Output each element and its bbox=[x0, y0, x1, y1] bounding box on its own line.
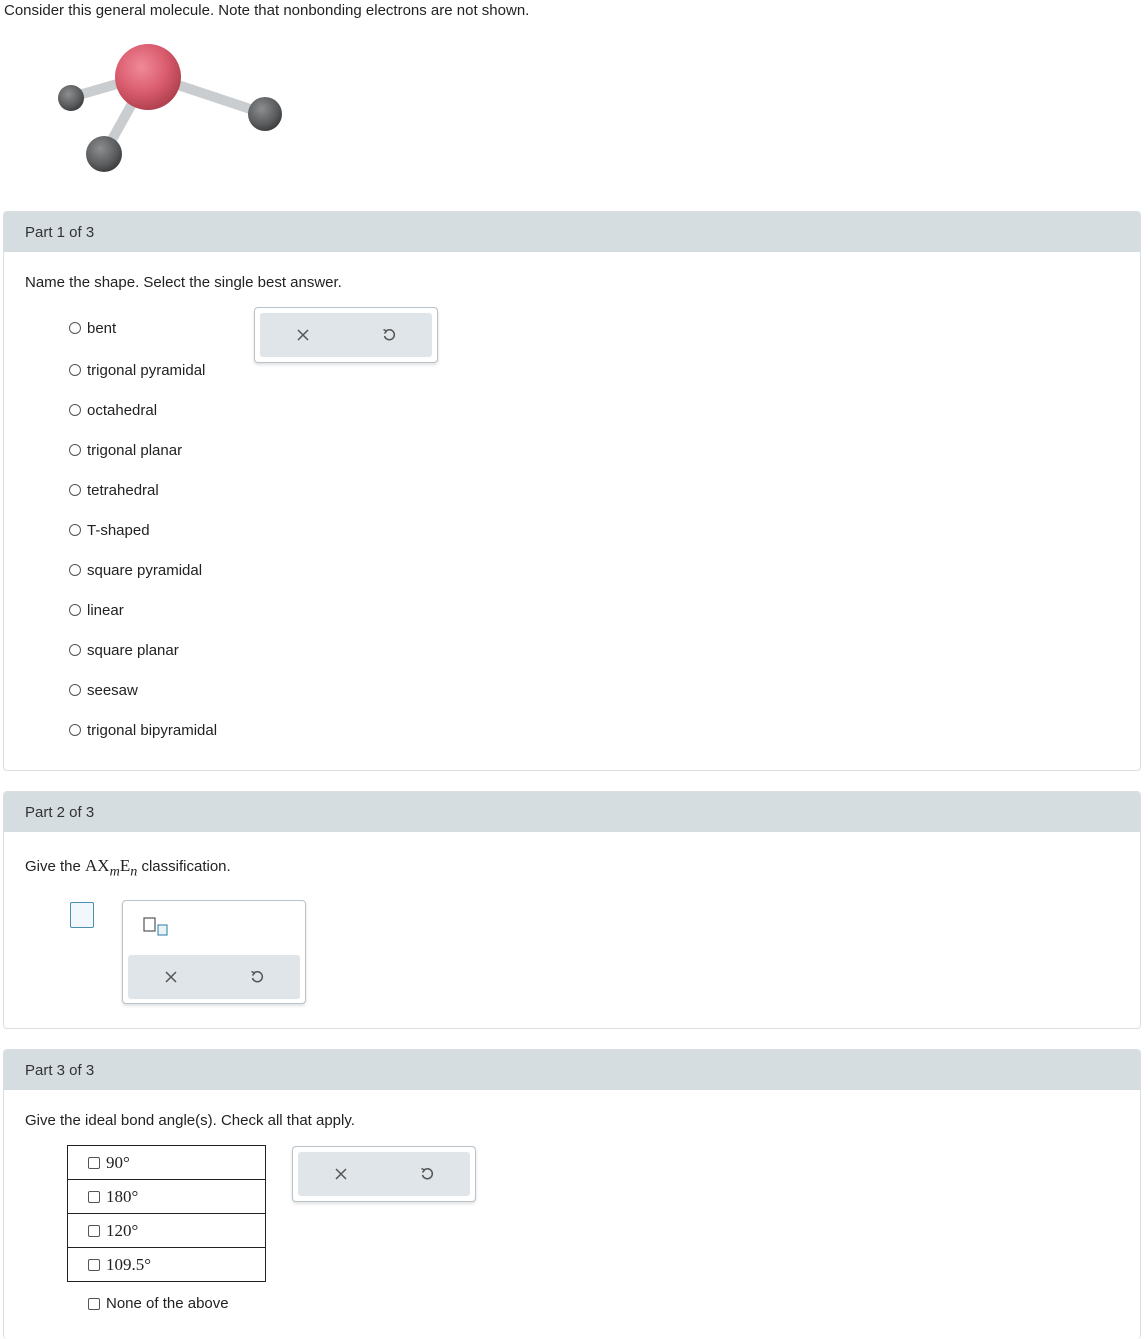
none-of-the-above-option[interactable] bbox=[88, 1295, 229, 1312]
angle-label: 109.5° bbox=[106, 1254, 152, 1274]
radio-button[interactable] bbox=[69, 524, 81, 536]
bond-angle-table bbox=[67, 1145, 266, 1282]
radio-button[interactable] bbox=[69, 404, 81, 416]
checkbox[interactable] bbox=[88, 1157, 100, 1169]
x-icon bbox=[296, 328, 310, 342]
notation-e: E bbox=[119, 856, 131, 875]
angle-label: 180° bbox=[106, 1186, 139, 1206]
option-trigonal-bipyramidal[interactable] bbox=[69, 720, 217, 740]
axe-notation bbox=[85, 856, 138, 880]
angle-option-90[interactable] bbox=[68, 1146, 266, 1180]
molecule-image bbox=[40, 30, 300, 180]
undo-button[interactable] bbox=[245, 965, 269, 989]
option-label: tetrahedral bbox=[87, 481, 159, 499]
radio-button[interactable] bbox=[69, 604, 81, 616]
angle-option-109-5[interactable] bbox=[68, 1248, 266, 1282]
angle-label: 90° bbox=[106, 1152, 130, 1172]
radio-button[interactable] bbox=[69, 724, 81, 736]
superscript-template-button[interactable] bbox=[143, 917, 171, 942]
radio-button[interactable] bbox=[69, 444, 81, 456]
toolbox-actions bbox=[260, 313, 432, 357]
option-label: octahedral bbox=[87, 401, 158, 419]
part-2-prompt bbox=[25, 856, 231, 880]
option-label: square pyramidal bbox=[87, 561, 203, 579]
option-bent[interactable] bbox=[69, 318, 116, 338]
radio-button[interactable] bbox=[69, 564, 81, 576]
undo-icon bbox=[419, 1166, 435, 1182]
notation-m: m bbox=[109, 863, 120, 880]
checkbox[interactable] bbox=[88, 1225, 100, 1237]
notation-n: n bbox=[130, 863, 138, 880]
clear-button[interactable] bbox=[291, 323, 315, 347]
clear-button[interactable] bbox=[329, 1162, 353, 1186]
radio-button[interactable] bbox=[69, 684, 81, 696]
radio-button[interactable] bbox=[69, 644, 81, 656]
undo-icon bbox=[381, 327, 397, 343]
x-icon bbox=[164, 970, 178, 984]
part-1-panel bbox=[3, 211, 1141, 771]
part-3-prompt: Give the ideal bond angle(s). Check all that apply. bbox=[25, 1112, 355, 1129]
option-label: trigonal bipyramidal bbox=[87, 721, 218, 739]
option-linear[interactable] bbox=[69, 600, 124, 620]
undo-button[interactable] bbox=[415, 1162, 439, 1186]
part-2-header: Part 2 of 3 bbox=[4, 792, 1140, 832]
radio-button[interactable] bbox=[69, 484, 81, 496]
prompt-text: classification. bbox=[137, 858, 231, 875]
radio-button[interactable] bbox=[69, 364, 81, 376]
part-3-toolbox bbox=[292, 1146, 476, 1202]
answer-input[interactable] bbox=[70, 902, 94, 928]
toolbox-actions bbox=[298, 1152, 470, 1196]
option-label: T-shaped bbox=[87, 521, 150, 539]
part-2-toolbox bbox=[122, 900, 306, 1004]
part-1-toolbox bbox=[254, 307, 438, 363]
undo-icon bbox=[249, 969, 265, 985]
notation-ax: AX bbox=[85, 856, 110, 875]
option-label: square planar bbox=[87, 641, 179, 659]
option-label: seesaw bbox=[87, 681, 138, 699]
checkbox[interactable] bbox=[88, 1259, 100, 1271]
undo-button[interactable] bbox=[377, 323, 401, 347]
part-2-panel bbox=[3, 791, 1141, 1029]
prompt-text: Give the bbox=[25, 858, 86, 875]
intro-text: Consider this general molecule. Note that nonbonding electrons are not shown. bbox=[4, 2, 530, 19]
checkbox[interactable] bbox=[88, 1298, 100, 1310]
option-t-shaped[interactable] bbox=[69, 520, 150, 540]
superscript-template-icon bbox=[143, 917, 171, 937]
angle-option-120[interactable] bbox=[68, 1214, 266, 1248]
angle-option-180[interactable] bbox=[68, 1180, 266, 1214]
part-3-panel bbox=[3, 1049, 1141, 1339]
option-label: trigonal pyramidal bbox=[87, 361, 206, 379]
radio-button[interactable] bbox=[69, 322, 81, 334]
part-1-header: Part 1 of 3 bbox=[4, 212, 1140, 252]
option-square-planar[interactable] bbox=[69, 640, 179, 660]
option-trigonal-pyramidal[interactable] bbox=[69, 360, 205, 380]
clear-button[interactable] bbox=[159, 965, 183, 989]
option-seesaw[interactable] bbox=[69, 680, 138, 700]
toolbox-actions bbox=[128, 955, 300, 999]
part-3-header: Part 3 of 3 bbox=[4, 1050, 1140, 1090]
option-label: bent bbox=[87, 319, 117, 337]
option-square-pyramidal[interactable] bbox=[69, 560, 202, 580]
option-label: linear bbox=[87, 601, 124, 619]
option-octahedral[interactable] bbox=[69, 400, 157, 420]
option-label: trigonal planar bbox=[87, 441, 183, 459]
none-label: None of the above bbox=[106, 1295, 229, 1312]
option-trigonal-planar[interactable] bbox=[69, 440, 182, 460]
option-tetrahedral[interactable] bbox=[69, 480, 159, 500]
angle-label: 120° bbox=[106, 1220, 139, 1240]
checkbox[interactable] bbox=[88, 1191, 100, 1203]
part-1-prompt: Name the shape. Select the single best answer. bbox=[25, 274, 342, 291]
x-icon bbox=[334, 1167, 348, 1181]
